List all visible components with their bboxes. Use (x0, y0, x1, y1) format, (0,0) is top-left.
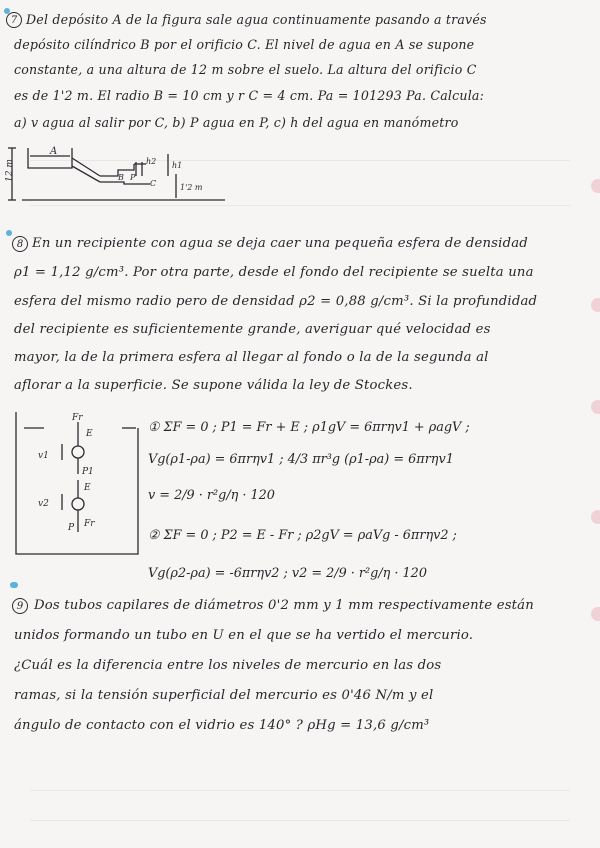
solution-8-line-1: ① ΣF = 0 ; P1 = Fr + E ; ρ1gV = 6πrηv1 + ρagV ; (148, 420, 470, 435)
fig8-E-bottom: E (84, 483, 91, 493)
problem-8-line-3: esfera del mismo radio pero de densidad ρ2 = 0,88 g/cm³. Si la profundidad (14, 294, 538, 309)
fig8-P1: P1 (82, 467, 94, 477)
solution-8-line-5: Vg(ρ2-ρa) = -6πrηv2 ; v2 = 2/9 · r²g/η · 120 (148, 566, 427, 581)
fig8-v2: v2 (38, 499, 49, 509)
problem-7-line-3: constante, a una altura de 12 m sobre el suelo. La altura del orificio C (14, 62, 477, 77)
problem-8-figure (10, 408, 145, 560)
problem-9-line-1: Dos tubos capilares de diámetros 0'2 mm y 1 mm respectivamente están (34, 598, 534, 613)
fig7-label-A: A (50, 146, 58, 157)
problem-8-line-4: del recipiente es suficientemente grande, averiguar qué velocidad es (14, 322, 491, 337)
fig8-Fr-bottom: Fr (84, 519, 95, 529)
problem-9-line-2: unidos formando un tubo en U en el que se ha vertido el mercurio. (14, 628, 474, 643)
highlight-dot (10, 582, 18, 588)
problem-7-line-4: es de 1'2 m. El radio B = 10 cm y r C = 4 cm. Pa = 101293 Pa. Calcula: (14, 88, 485, 103)
fig7-label-h1: h1 (172, 161, 183, 170)
problem-9-line-5: ángulo de contacto con el vidrio es 140° ? ρHg = 13,6 g/cm³ (14, 718, 430, 733)
fig8-v1: v1 (38, 451, 49, 461)
highlight-dot (4, 8, 10, 14)
problem-8-line-1: En un recipiente con agua se deja caer una pequeña esfera de densidad (32, 236, 528, 251)
solution-8-line-2: Vg(ρ1-ρa) = 6πrηv1 ; 4/3 πr³g (ρ1-ρa) = 6πrηv1 (148, 452, 454, 467)
fig7-label-B: B (118, 173, 124, 182)
problem-8-line-2: ρ1 = 1,12 g/cm³. Por otra parte, desde el fondo del recipiente se suelta una (14, 265, 534, 280)
bleed-line (30, 790, 570, 791)
problem-9-line-3: ¿Cuál es la diferencia entre los niveles de mercurio en las dos (14, 658, 442, 673)
highlight-dot (6, 230, 12, 236)
problem-9-line-4: ramas, si la tensión superficial del mercurio es 0'46 N/m y el (14, 688, 434, 703)
problem-9-number: 9 (12, 598, 28, 614)
fig7-height-right: 1'2 m (180, 183, 203, 192)
solution-8-line-4: ② ΣF = 0 ; P2 = E - Fr ; ρ2gV = ρaVg - 6πrηv2 ; (148, 528, 457, 543)
fig8-E-top: E (86, 429, 93, 439)
fig7-label-h2: h2 (146, 157, 157, 166)
problem-8-line-5: mayor, la de la primera esfera al llegar al fondo o la de la segunda al (14, 350, 489, 365)
problem-8-line-6: aflorar a la superficie. Se supone válida la ley de Stockes. (14, 378, 413, 393)
fig7-height-left: 12 m (5, 159, 15, 182)
fig8-P-bottom: P (68, 523, 75, 533)
solution-8-line-3: v = 2/9 · r²g/η · 120 (148, 488, 275, 503)
problem-7-line-2: depósito cilíndrico B por el orificio C. El nivel de agua en A se supone (14, 37, 475, 52)
bleed-line (30, 820, 570, 821)
problem-7-line-5: a) v agua al salir por C, b) P agua en P, c) h del agua en manómetro (14, 115, 459, 130)
fig7-label-C: C (150, 179, 157, 188)
problem-7-figure (0, 140, 230, 210)
fig7-label-P: P (130, 173, 136, 182)
binder-holes (588, 0, 600, 848)
fig8-Fr-top: Fr (72, 413, 83, 423)
problem-7-line-1: Del depósito A de la figura sale agua continuamente pasando a través (26, 12, 487, 27)
problem-7-number: 7 (6, 12, 22, 28)
problem-8-number: 8 (12, 236, 28, 252)
